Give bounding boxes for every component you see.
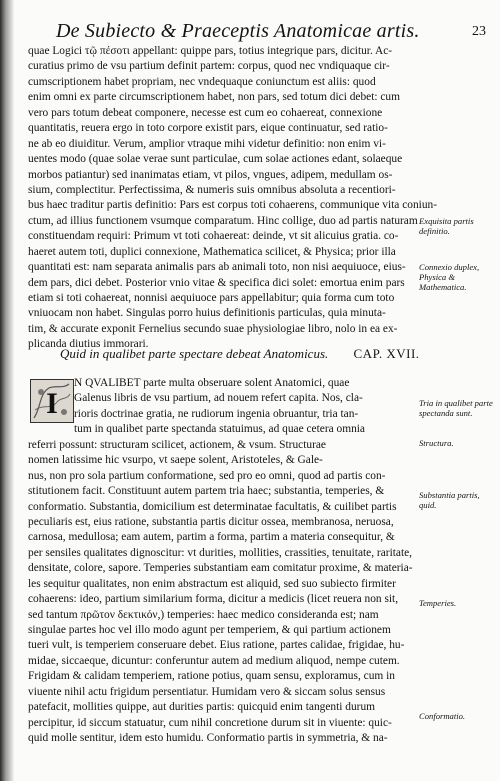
text-line: morbos patiantur) sed inanimatas etiam, vt pilos, vngues, adipem, medullam os- bbox=[28, 168, 393, 181]
text-line: tueri vult, is temperiem conseruare debet. Eius ratione, partes calidae, frigidae, hu- bbox=[28, 639, 405, 652]
text-line: singulae partes hoc vel illo modo agunt per temperiem, & qui partium actionem bbox=[28, 624, 391, 636]
text-line: plicanda diutius immorari. bbox=[28, 338, 149, 351]
decorated-initial-letter: I bbox=[46, 387, 58, 420]
text-line: sed tantum πρῶτον δεκτικόν,) temperies: haec medico consideranda est; nam bbox=[28, 608, 379, 621]
text-line: tim, & accurate exponit Fernelius secundo suae physiologiae libro, nolo in ea ex- bbox=[28, 322, 398, 335]
text-line: nus, non pro sola partium conformatione, sed pro eo omni, quod ad partis con- bbox=[28, 469, 386, 482]
margin-note: Substantia partis, quid. bbox=[419, 490, 480, 510]
chapter-text-block bbox=[28, 376, 412, 747]
text-line: dem pars, dici debet. Posterior vnio vitae & specifica dici solet: emortua enim pars bbox=[28, 276, 405, 289]
text-line: viuente nihil actu frigidum persentiatur. Humidam vero & siccam solus sensus bbox=[28, 685, 386, 698]
text-line: patefacit, mollities quippe, aut durities partis: quicquid enim tangenti durum bbox=[28, 701, 376, 714]
text-line: rioris doctrinae gratia, ne rudiorum ingenia obruantur, tria tan- bbox=[74, 407, 359, 420]
text-line: midae, siccaeque, dicuntur: conferuntur autem ad medium aliquod, nempe cutem. bbox=[28, 654, 400, 667]
text-line: haeret autem toti, duplici connexione, Mathematica scilicet, & Physica; prior illa bbox=[28, 245, 396, 258]
text-line: uentes modo (quae solae verae sunt particulae, cum solae actiones edant, solaeque bbox=[28, 153, 403, 166]
text-line: densitate, colore, sapore. Temperies substantiam eam comitatur proxime, & materia- bbox=[28, 562, 413, 575]
text-line: vniuocam non habet. Singulas porro huius definitionis particulas, quia minuta- bbox=[28, 307, 386, 320]
margin-note: Structura. bbox=[419, 438, 454, 448]
running-header bbox=[56, 20, 486, 46]
text-line: stitutionem facit. Constituunt autem partem tria haec; substantia, temperies, & bbox=[28, 485, 385, 498]
chapter-heading bbox=[60, 346, 420, 362]
running-title: De Subiecto & Praeceptis Anatomicae artis. bbox=[56, 20, 420, 42]
text-line: Galenus libris de vsu partium, ad nouem refert capita. Nos, cla- bbox=[74, 392, 363, 405]
text-line: curatius primo de vsu partium definit partem: corpus, quod nec vndiquaque cir- bbox=[28, 60, 390, 73]
text-line: tum in qualibet parte spectanda statuimus, ad quae cetera omnia bbox=[74, 423, 365, 436]
text-line: cumscriptionem habet propriam, nec vndequaque coniunctum est aliis: quod bbox=[28, 75, 376, 88]
body-text-block bbox=[28, 44, 438, 353]
text-line: N QVALIBET parte multa obseruare solent Anatomici, quae bbox=[74, 377, 350, 389]
text-line: cohaerens: ideo, partium similarium forma, dicitur a medicis (licet reuera non sit, bbox=[28, 593, 399, 606]
text-line: per sensiles qualitates dignoscitur: vt durities, mollities, crassities, tenuitate, raritate, bbox=[28, 546, 413, 559]
text-line: quid molle sentitur, idem esto humidu. Conformatio partis in symmetria, & na- bbox=[28, 732, 388, 745]
text-line: referri possunt: structuram scilicet, actionem, & vsum. Structurae bbox=[28, 438, 326, 451]
text-line-italic: ctum, ad illius functionem vsumque comparatum. Hinc collige, duo ad partis naturam bbox=[28, 214, 418, 227]
page-gutter-shadow bbox=[0, 0, 14, 781]
text-line: Frigidam & calidam temperiem, ratione potius, quam sensu, exploramus, cum in bbox=[28, 670, 395, 683]
margin-note: Conformatio. bbox=[419, 711, 466, 721]
margin-note: Tria in qualibet parte spectanda sunt. bbox=[419, 398, 493, 418]
text-line: vero pars totum debeat componere, necesse est cum eo cohaereat, connexione bbox=[28, 106, 383, 119]
text-line: conformatio. Substantia, domicilium est determinatae facultatis, & cuilibet partis bbox=[28, 500, 397, 513]
text-line: quantitati est: nam separata animalis pars ab animali toto, non nisi aequiuoce, eius- bbox=[28, 261, 406, 274]
text-line: carnosa, medullosa; eam autem, partim a forma, partim a materia consequitur, & bbox=[28, 531, 395, 544]
text-line: percipitur, id siccum statuatur, cum nihil concretione durum sit in viuente: quic- bbox=[28, 716, 392, 729]
text-line: nomen latissime hic vsurpo, vt saepe solent, Aristoteles, & Gale- bbox=[28, 454, 323, 467]
text-line: constituendam requiri: Primum vt toti cohaereat: deinde, vt sit alicuius gratia. co- bbox=[28, 230, 399, 243]
margin-note: Connexio duplex, Physica & Mathematica. bbox=[419, 262, 480, 292]
text-line: quae Logici τῷ πέσοτι appellant: quippe pars, totius integrique pars, dicitur. Ac- bbox=[28, 45, 393, 57]
text-line: les sequitur qualitates, non enim abstractum est aliquid, sed suo subiecto firmiter bbox=[28, 577, 396, 590]
chapter-number: CAP. XVII. bbox=[353, 346, 420, 361]
text-line: peculiaris est, eius ratione, substantia partis dicitur ossea, membranosa, neruosa, bbox=[28, 515, 394, 528]
text-line: quantitatis, reuera ergo in toto corpore existit pars, eique continuatur, sed ratio- bbox=[28, 122, 388, 135]
text-line: enim omni ex parte circumscriptionem habet, non pars, sed totum dici debet: cum bbox=[28, 91, 400, 104]
page-number: 23 bbox=[472, 24, 486, 39]
text-line: sium, complectitur. Perfectissima, & numeris suis omnibus absoluta a recentiori- bbox=[28, 183, 396, 196]
text-line: ne ab eo diuiditur. Verum, amplior vtraque mihi videtur definitio: non enim vi- bbox=[28, 137, 386, 150]
text-line: etiam si toti cohaereat, nonnisi aequiuoce pars appellabitur; quia forma cum toto bbox=[28, 292, 395, 304]
text-line-italic: bus haec traditur partis definitio: Pars est corpus toti cohaerens, communique vita coniun- bbox=[28, 199, 438, 212]
margin-note: Exquisita partis definitio. bbox=[419, 216, 474, 236]
margin-note: Temperies. bbox=[419, 598, 457, 608]
chapter-title: Quid in qualibet parte spectare debeat Anatomicus. bbox=[60, 346, 329, 361]
